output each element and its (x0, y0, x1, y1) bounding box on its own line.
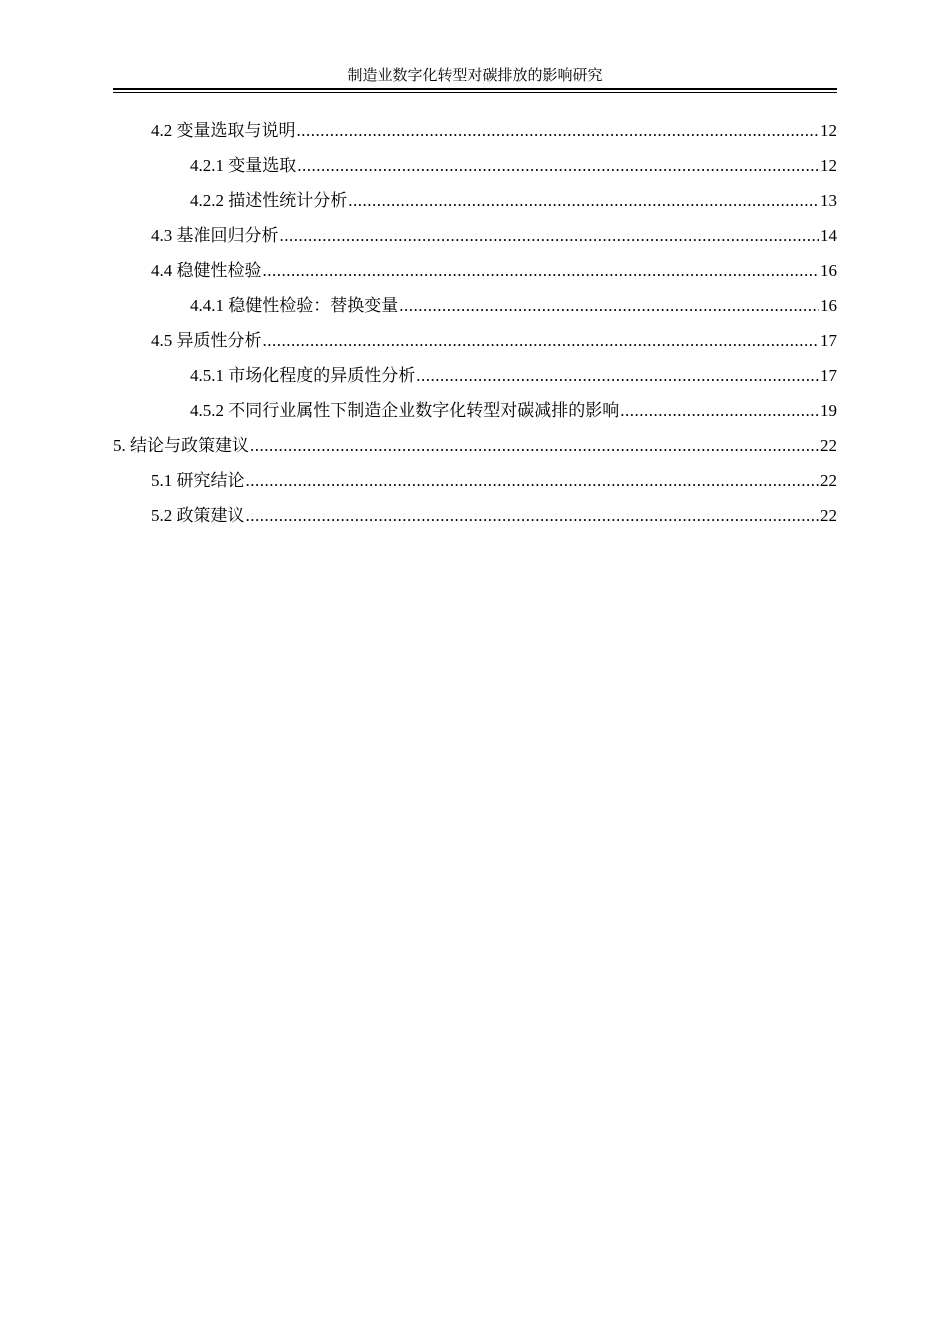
toc-entry[interactable] (113, 118, 837, 153)
toc-page-number: 14 (820, 226, 837, 245)
toc-entry[interactable] (113, 328, 837, 363)
toc-page-number: 22 (820, 471, 837, 490)
toc-page-number: 16 (820, 261, 837, 280)
toc-entry[interactable] (113, 258, 837, 293)
toc-dot-leader (399, 293, 819, 319)
toc-page-number: 22 (820, 506, 837, 525)
toc-entry-title: 5.2 政策建议 (151, 506, 245, 525)
toc-dot-leader (246, 468, 820, 494)
toc-page-number: 16 (820, 296, 837, 315)
toc-entry[interactable] (113, 153, 837, 188)
toc-dot-leader (297, 118, 820, 144)
toc-page-number: 13 (820, 191, 837, 210)
toc-entry-title: 4.5 异质性分析 (151, 331, 262, 350)
toc-entry[interactable] (113, 188, 837, 223)
toc-entry-title: 4.3 基准回归分析 (151, 226, 279, 245)
toc-entry[interactable] (113, 503, 837, 538)
toc-entry[interactable] (113, 223, 837, 258)
toc-dot-leader (250, 433, 819, 459)
toc-page-number: 12 (820, 156, 837, 175)
toc-dot-leader (348, 188, 819, 214)
toc-entry[interactable] (113, 468, 837, 503)
toc-entry[interactable] (113, 398, 837, 433)
toc-page-number: 17 (820, 366, 837, 385)
toc-entry-title: 4.5.2 不同行业属性下制造企业数字化转型对碳减排的影响 (190, 401, 620, 420)
toc-page-number: 12 (820, 121, 837, 140)
toc-entry-title: 4.5.1 市场化程度的异质性分析 (190, 366, 416, 385)
toc-entry-title: 4.2 变量选取与说明 (151, 121, 296, 140)
toc-entry-title: 4.4.1 稳健性检验：替换变量 (190, 296, 399, 315)
toc-dot-leader (620, 398, 819, 424)
toc-entry-title: 4.2.2 描述性统计分析 (190, 191, 348, 210)
toc-entry-title: 5.1 研究结论 (151, 471, 245, 490)
toc-entry-title: 4.2.1 变量选取 (190, 156, 297, 175)
toc-entry-title: 4.4 稳健性检验 (151, 261, 262, 280)
toc-page-number: 19 (820, 401, 837, 420)
toc-entry[interactable] (113, 293, 837, 328)
toc-dot-leader (280, 223, 820, 249)
toc-page-number: 22 (820, 436, 837, 455)
table-of-contents (113, 118, 837, 538)
toc-dot-leader (263, 328, 820, 354)
header-rule (113, 88, 837, 93)
toc-entry[interactable] (113, 433, 837, 468)
toc-dot-leader (246, 503, 820, 529)
toc-page-number: 17 (820, 331, 837, 350)
toc-entry[interactable] (113, 363, 837, 398)
toc-dot-leader (263, 258, 820, 284)
toc-entry-title: 5. 结论与政策建议 (113, 436, 249, 455)
page-header-title: 制造业数字化转型对碳排放的影响研究 (347, 68, 603, 84)
toc-dot-leader (416, 363, 819, 389)
toc-dot-leader (297, 153, 819, 179)
